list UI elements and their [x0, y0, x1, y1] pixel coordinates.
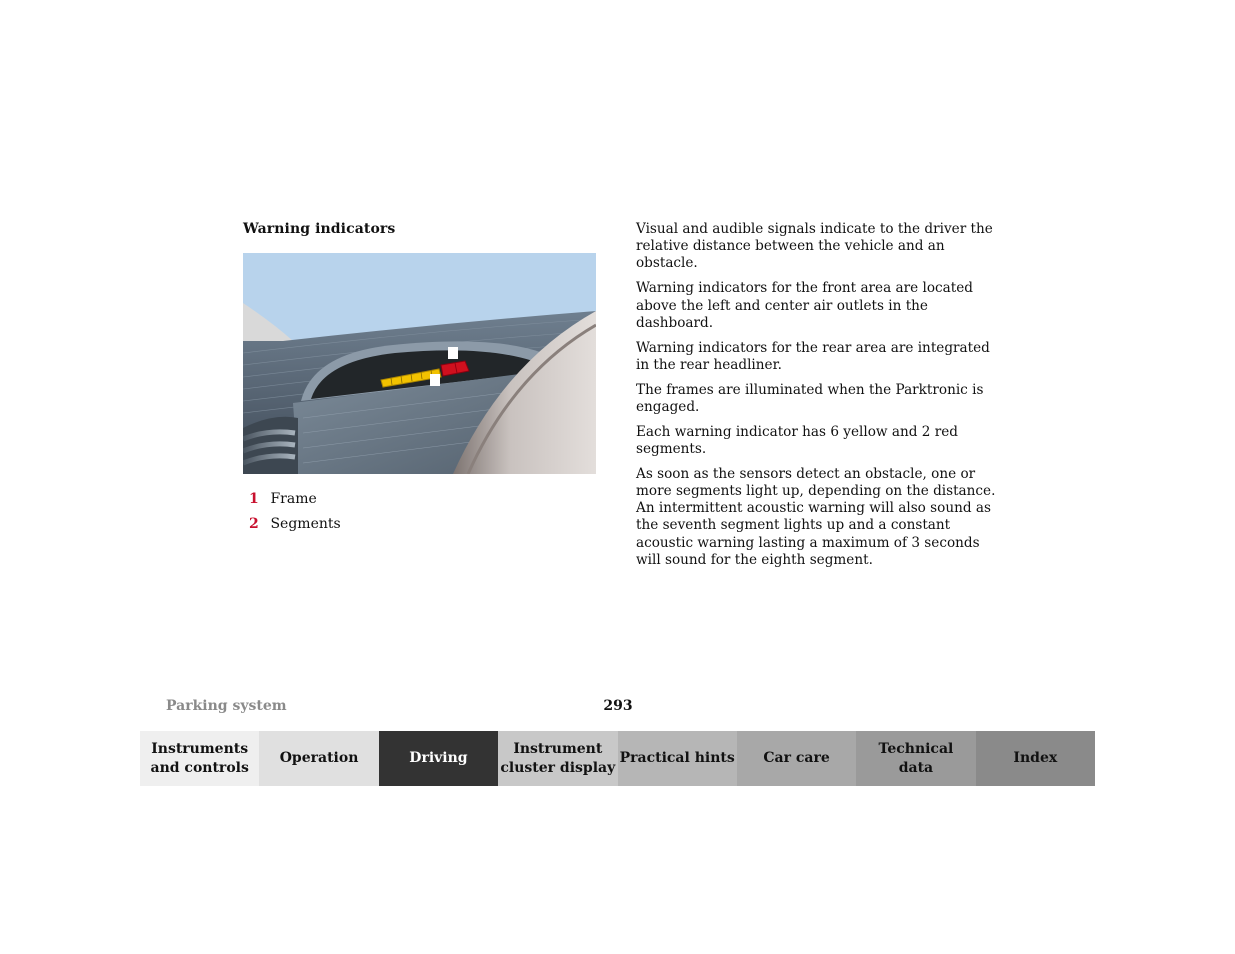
paragraph: Each warning indicator has 6 yellow and 2 red segments.: [636, 423, 958, 457]
tab-instruments-and-controls[interactable]: [140, 731, 259, 786]
paragraph: The frames are illuminated when the Parktronic is engaged.: [636, 381, 984, 415]
legend-item-segments: [249, 515, 341, 540]
figure-legend: [249, 490, 341, 540]
legend-item-frame: [249, 490, 341, 515]
paragraph: Warning indicators for the front area are located above the left and center air outlets in the dashboard.: [636, 280, 973, 331]
legend-label: Segments: [270, 516, 341, 532]
paragraph: Visual and audible signals indicate to the driver the relative distance between the vehicle and an obstacle.: [636, 221, 993, 272]
tab-practical-hints[interactable]: [618, 731, 737, 786]
chapter-navigation: [140, 731, 1095, 786]
tab-operation[interactable]: [259, 731, 378, 786]
section-heading: Warning indicators: [243, 221, 396, 237]
body-text: [636, 221, 996, 577]
tab-car-care[interactable]: [737, 731, 856, 786]
legend-label: Frame: [270, 491, 317, 507]
dashboard-illustration: [243, 253, 596, 474]
tab-label: Index: [1013, 750, 1058, 766]
tab-label: Instrument cluster display: [500, 740, 616, 776]
tab-label: Technical data: [878, 740, 954, 776]
paragraph: As soon as the sensors detect an obstacle, one or more segments light up, depending on the distance. An intermittent acoustic warning will also sound as the seventh segment lights up and a constant acoustic warning lasting a maximum of 3 seconds will sound for the eighth segment.: [636, 465, 996, 568]
tab-label: Car care: [763, 750, 830, 766]
paragraph: Warning indicators for the rear area are integrated in the rear headliner.: [636, 339, 990, 373]
tab-label: Practical hints: [619, 750, 735, 766]
legend-number: 1: [249, 491, 259, 507]
page-number: 293: [603, 698, 633, 714]
tab-label: Instruments and controls: [150, 740, 249, 776]
footer-section-title: Parking system: [166, 698, 287, 714]
tab-technical-data[interactable]: [856, 731, 975, 786]
tab-instrument-cluster-display[interactable]: [498, 731, 617, 786]
legend-number: 2: [249, 516, 259, 532]
tab-index[interactable]: [976, 731, 1095, 786]
tab-driving[interactable]: [379, 731, 498, 786]
tab-label: Operation: [279, 750, 359, 766]
tab-label: Driving: [409, 750, 468, 766]
